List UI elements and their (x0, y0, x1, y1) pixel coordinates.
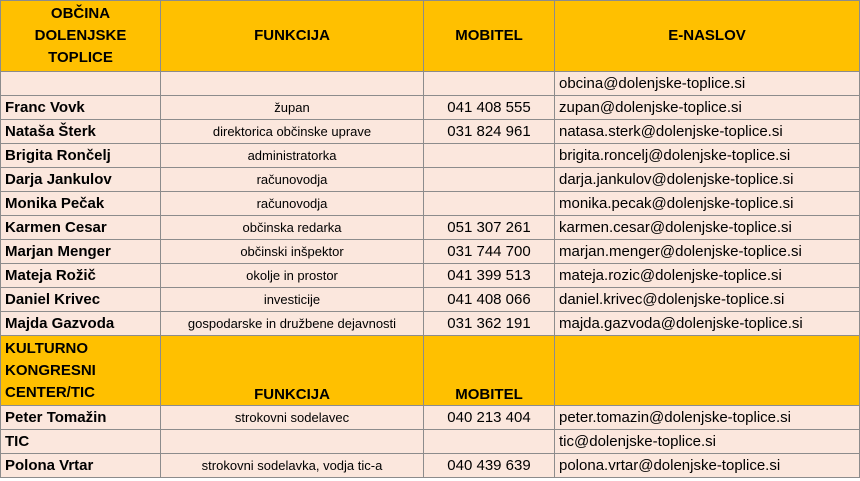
table-body-municipality (1, 72, 860, 336)
section-column-header-function: FUNKCIJA (161, 336, 424, 406)
contact-name: Marjan Menger (1, 240, 161, 264)
contact-function: strokovni sodelavka, vodja tic-a (161, 454, 424, 478)
contact-email[interactable]: brigita.roncelj@dolenjske-toplice.si (555, 144, 860, 168)
column-header-mobile: MOBITEL (424, 1, 555, 72)
table-row (1, 168, 860, 192)
contact-email[interactable]: majda.gazvoda@dolenjske-toplice.si (555, 312, 860, 336)
table-row (1, 144, 860, 168)
contact-email[interactable]: daniel.krivec@dolenjske-toplice.si (555, 288, 860, 312)
table-row (1, 264, 860, 288)
contact-name: Karmen Cesar (1, 216, 161, 240)
column-header-email: E-NASLOV (555, 1, 860, 72)
table-row (1, 312, 860, 336)
table-row (1, 72, 860, 96)
contact-name: Mateja Rožič (1, 264, 161, 288)
table-row (1, 96, 860, 120)
table-body-section2-header (1, 336, 860, 406)
contact-name: Polona Vrtar (1, 454, 161, 478)
contact-email[interactable]: peter.tomazin@dolenjske-toplice.si (555, 406, 860, 430)
contact-mobile: 031 824 961 (424, 120, 555, 144)
contact-function: administratorka (161, 144, 424, 168)
contact-email[interactable]: obcina@dolenjske-toplice.si (555, 72, 860, 96)
contact-mobile (424, 144, 555, 168)
contact-function: direktorica občinske uprave (161, 120, 424, 144)
contact-function: gospodarske in družbene dejavnosti (161, 312, 424, 336)
table-row (1, 288, 860, 312)
contact-name: Brigita Rončelj (1, 144, 161, 168)
contact-email[interactable]: marjan.menger@dolenjske-toplice.si (555, 240, 860, 264)
contact-function: strokovni sodelavec (161, 406, 424, 430)
contact-email[interactable]: zupan@dolenjske-toplice.si (555, 96, 860, 120)
org-title: OBČINA DOLENJSKE TOPLICE (1, 1, 161, 72)
table-row (1, 120, 860, 144)
contact-mobile: 041 408 555 (424, 96, 555, 120)
contact-mobile (424, 72, 555, 96)
contact-email[interactable]: tic@dolenjske-toplice.si (555, 430, 860, 454)
contact-function: okolje in prostor (161, 264, 424, 288)
contact-function: občinski inšpektor (161, 240, 424, 264)
contact-function: računovodja (161, 192, 424, 216)
section-org-title: KULTURNO KONGRESNI CENTER/TIC (1, 336, 161, 406)
contact-name: Darja Jankulov (1, 168, 161, 192)
table-row (1, 406, 860, 430)
contact-name: Peter Tomažin (1, 406, 161, 430)
contact-name (1, 72, 161, 96)
contact-name: Daniel Krivec (1, 288, 161, 312)
contact-email[interactable]: monika.pecak@dolenjske-toplice.si (555, 192, 860, 216)
contact-function: župan (161, 96, 424, 120)
table-body-main (1, 1, 860, 72)
table-row (1, 216, 860, 240)
section-column-header-email (555, 336, 860, 406)
contact-mobile (424, 192, 555, 216)
section-column-header-mobile: MOBITEL (424, 336, 555, 406)
contact-email[interactable]: polona.vrtar@dolenjske-toplice.si (555, 454, 860, 478)
table-row (1, 454, 860, 478)
header-row (1, 1, 860, 72)
table-body-cultural-center (1, 406, 860, 478)
contact-email[interactable]: mateja.rozic@dolenjske-toplice.si (555, 264, 860, 288)
section-header-row (1, 336, 860, 406)
contact-mobile: 031 744 700 (424, 240, 555, 264)
contact-name: TIC (1, 430, 161, 454)
table-row (1, 192, 860, 216)
contact-email[interactable]: darja.jankulov@dolenjske-toplice.si (555, 168, 860, 192)
contact-mobile: 040 213 404 (424, 406, 555, 430)
contact-mobile: 051 307 261 (424, 216, 555, 240)
contact-function: računovodja (161, 168, 424, 192)
contact-function (161, 430, 424, 454)
contact-name: Franc Vovk (1, 96, 161, 120)
table-row (1, 430, 860, 454)
contact-name: Majda Gazvoda (1, 312, 161, 336)
contact-email[interactable]: karmen.cesar@dolenjske-toplice.si (555, 216, 860, 240)
contact-mobile (424, 168, 555, 192)
contact-mobile: 031 362 191 (424, 312, 555, 336)
contact-mobile (424, 430, 555, 454)
contact-function: investicije (161, 288, 424, 312)
contact-name: Nataša Šterk (1, 120, 161, 144)
contact-mobile: 041 408 066 (424, 288, 555, 312)
column-header-function: FUNKCIJA (161, 1, 424, 72)
contact-email[interactable]: natasa.sterk@dolenjske-toplice.si (555, 120, 860, 144)
contact-name: Monika Pečak (1, 192, 161, 216)
contact-mobile: 041 399 513 (424, 264, 555, 288)
contact-function: občinska redarka (161, 216, 424, 240)
contact-function (161, 72, 424, 96)
contact-mobile: 040 439 639 (424, 454, 555, 478)
table-row (1, 240, 860, 264)
